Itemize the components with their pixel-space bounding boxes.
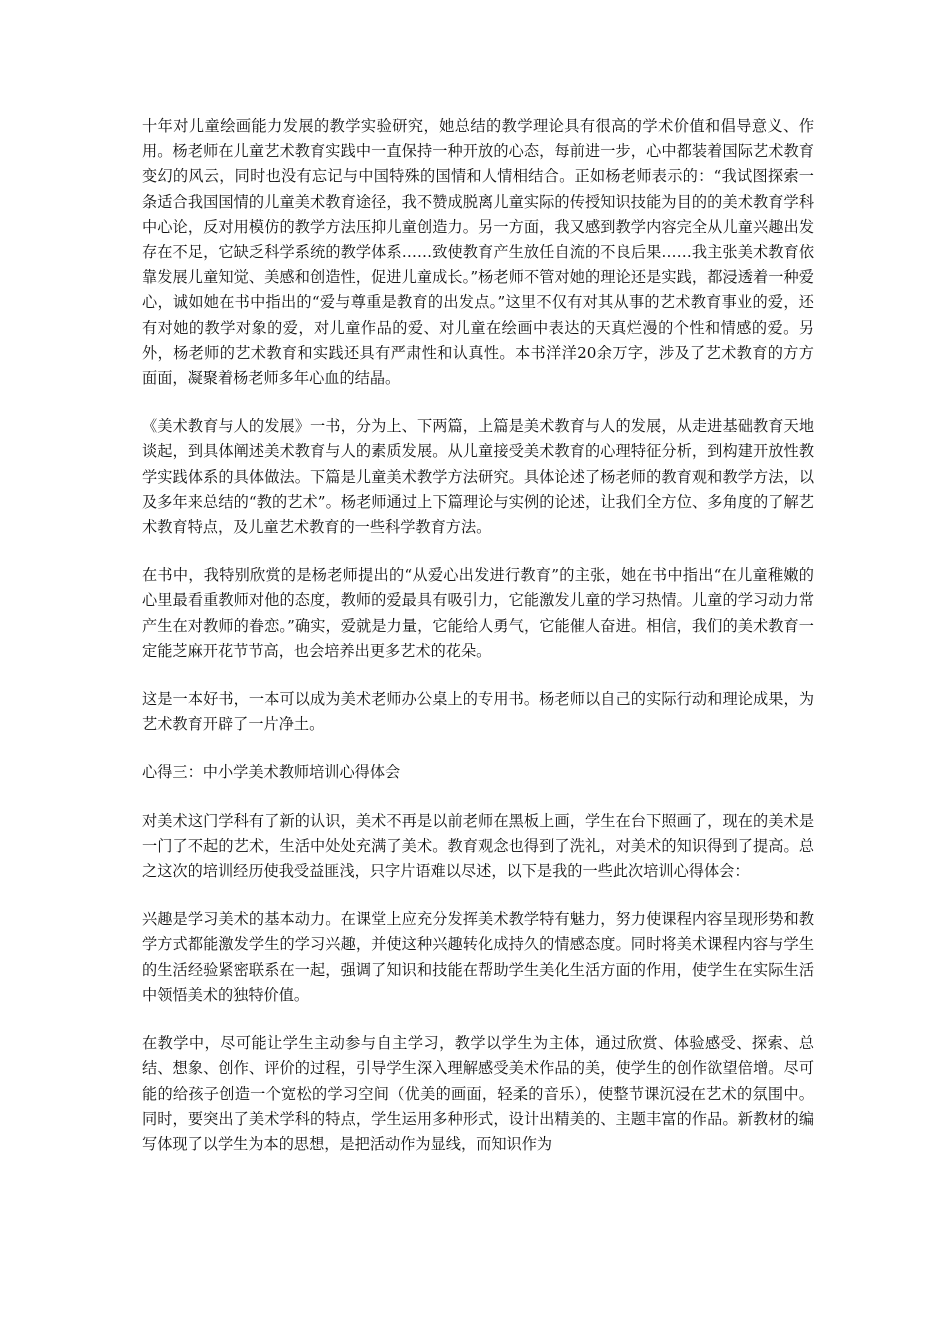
- body-paragraph: 十年对儿童绘画能力发展的教学实验研究，她总结的教学理论具有很高的学术价值和倡导意义、作用。杨老师在儿童艺术教育实践中一直保持一种开放的心态，每前进一步，心中都装着国际艺术教育变幻的风云，同时也没有忘记与中国特殊的国情和人情相结合。正如杨老师表示的：“我试图探索一条适合我国国情的儿童美术教育途径，我不赞成脱离儿童实际的传授知识技能为目的的美术教育学科中心论，反对用模仿的教学方法压抑儿童创造力。另一方面，我又感到教学内容完全从儿童兴趣出发存在不足，它缺乏科学系统的教学体系……致使教育产生放任自流的不良后果……我主张美术教育依靠发展儿童知觉、美感和创造性，促进儿童成长。”杨老师不管对她的理论还是实践，都浸透着一种爱心，诚如她在书中指出的“爱与尊重是教育的出发点。”这里不仅有对其从事的艺术教育事业的爱，还有对她的教学对象的爱，对儿童作品的爱、对儿童在绘画中表达的天真烂漫的个性和情感的爱。另外，杨老师的艺术教育和实践还具有严肃性和认真性。本书洋洋20余万字，涉及了艺术教育的方方面面，凝聚着杨老师多年心血的结晶。: [142, 117, 814, 388]
- body-paragraph: 这是一本好书，一本可以成为美术老师办公桌上的专用书。杨老师以自己的实际行动和理论成果，为艺术教育开辟了一片净土。: [142, 690, 814, 734]
- document-page: [142, 114, 814, 1180]
- body-paragraph: 《美术教育与人的发展》一书，分为上、下两篇，上篇是美术教育与人的发展，从走进基础教育天地谈起，到具体阐述美术教育与人的素质发展。从儿童接受美术教育的心理特征分析，到构建开放性教学实践体系的具体做法。下篇是儿童美术教学方法研究。具体论述了杨老师的教育观和教学方法，以及多年来总结的“教的艺术”。杨老师通过上下篇理论与实例的论述，让我们全方位、多角度的了解艺术教育特点，及儿童艺术教育的一些科学教育方法。: [142, 417, 814, 537]
- section-heading: 心得三：中小学美术教师培训心得体会: [142, 763, 401, 782]
- section-paragraph: 在教学中，尽可能让学生主动参与自主学习，教学以学生为主体，通过欣赏、体验感受、探索、总结、想象、创作、评价的过程，引导学生深入理解感受美术作品的美，使学生的创作欲望倍增。尽可能的给孩子创造一个宽松的学习空间（优美的画面，轻柔的音乐），使整节课沉浸在艺术的氛围中。同时，要突出了美术学科的特点，学生运用多种形式，设计出精美的、主题丰富的作品。新教材的编写体现了以学生为本的思想，是把活动作为显线，而知识作为: [142, 1034, 814, 1153]
- body-paragraph: 在书中，我特别欣赏的是杨老师提出的“从爱心出发进行教育”的主张，她在书中指出“在儿童稚嫩的心里最看重教师对他的态度，教师的爱最具有吸引力，它能激发儿童的学习热情。儿童的学习动力常产生在对教师的眷恋。”确实，爱就是力量，它能给人勇气，它能催人奋进。相信，我们的美术教育一定能芝麻开花节节高，也会培养出更多艺术的花朵。: [142, 566, 814, 660]
- section-paragraph: 兴趣是学习美术的基本动力。在课堂上应充分发挥美术教学特有魅力，努力使课程内容呈现形势和教学方式都能激发学生的学习兴趣，并使这种兴趣转化成持久的情感态度。同时将美术课程内容与学生的生活经验紧密联系在一起，强调了知识和技能在帮助学生美化生活方面的作用，使学生在实际生活中领悟美术的独特价值。: [142, 910, 814, 1004]
- section-paragraph: 对美术这门学科有了新的认识，美术不再是以前老师在黑板上画，学生在台下照画了，现在的美术是一门了不起的艺术，生活中处处充满了美术。教育观念也得到了洗礼，对美术的知识得到了提高。总之这次的培训经历使我受益匪浅，只字片语难以尽述，以下是我的一些此次培训心得体会：: [142, 811, 814, 881]
